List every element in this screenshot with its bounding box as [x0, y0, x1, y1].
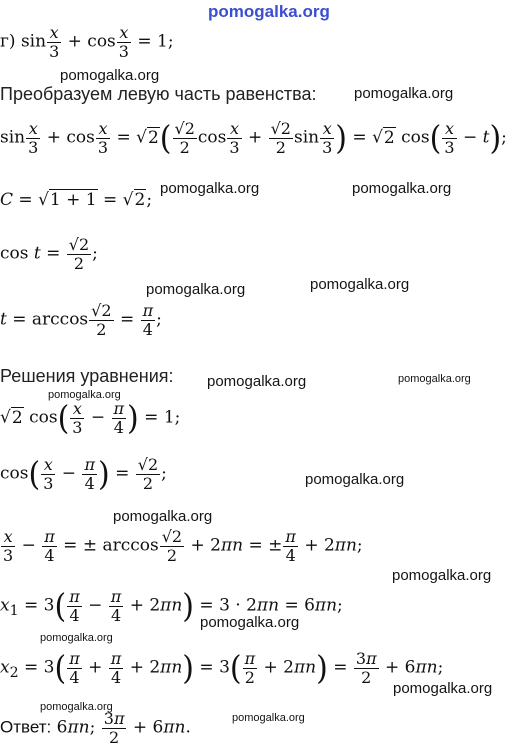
equation-solution-3: $\frac{x}{3}$ − $\frac{\pi}{4}$ = ± arccos $\frac{√2}{2}$ + 2πn = ± $\frac{\pi}{4}$ + 2πn;: [3, 527, 363, 565]
equation-solution-1: √2 cos( $\frac{x}{3}$ − $\frac{\pi}{4}$ ) = 1;: [0, 398, 181, 438]
watermark: pomogalka.org: [48, 389, 121, 401]
watermark: pomogalka.org: [200, 614, 300, 631]
heading-solutions: Решения уравнения:: [0, 366, 174, 386]
equation-solution-2: cos( $\frac{x}{3}$ − $\frac{\pi}{4}$ ) = $\frac{√2}{2}$ ;: [0, 454, 167, 494]
watermark: pomogalka.org: [352, 180, 452, 197]
watermark: pomogalka.org: [305, 471, 405, 488]
watermark: pomogalka.org: [207, 373, 307, 390]
watermark: pomogalka.org: [392, 567, 492, 584]
watermark: pomogalka.org: [40, 701, 113, 713]
watermark: pomogalka.org: [232, 712, 305, 724]
watermark: pomogalka.org: [393, 680, 493, 697]
heading-transform: Преобразуем левую часть равенства:: [0, 84, 317, 104]
equation-cos-t: cos t = $\frac{√2}{2}$ ;: [0, 235, 98, 273]
watermark: pomogalka.org: [40, 632, 113, 644]
equation-transform: sin $\frac{x}{3}$ + cos $\frac{x}{3}$ = √2( $\frac{√2}{2}$ cos $\frac{x}{3}$ + $\frac{√2}{2}$ sin $\frac{x}{3}$ ) = √2 cos( $\frac{x}{3}$ − t);: [0, 118, 507, 158]
equation-c: C = √1 + 1 = √2;: [0, 190, 153, 210]
equation-x2: $x_2 = 3$( $\frac{\pi}{4}$ + $\frac{\pi}{4}$ + 2πn) = 3( $\frac{\pi}{2}$ + 2πn) = $\frac{3\pi}{2}$ + 6πn;: [0, 648, 444, 688]
watermark: pomogalka.org: [354, 85, 454, 102]
answer-line: Ответ: 6πn; $\frac{3\pi}{2}$ + 6πn.: [0, 709, 191, 747]
watermark: pomogalka.org: [398, 373, 471, 385]
watermark: pomogalka.org: [113, 508, 213, 525]
equation-x1: $x_1 = 3$( $\frac{\pi}{4}$ − $\frac{\pi}{4}$ + 2πn) = 3 · 2πn = 6πn;: [0, 586, 343, 626]
watermark: pomogalka.org: [146, 281, 246, 298]
watermark: pomogalka.org: [160, 180, 260, 197]
watermark: pomogalka.org: [310, 276, 410, 293]
problem-statement: г) sin $\frac{x}{3}$ + cos $\frac{x}{3}$ = 1;: [0, 23, 174, 61]
equation-t: t = arccos $\frac{√2}{2}$ = $\frac{\pi}{4}$ ;: [0, 301, 162, 339]
watermark: pomogalka.org: [60, 67, 160, 84]
watermark-top: pomogalka.org: [208, 2, 330, 21]
answer-label: Ответ:: [0, 717, 52, 737]
item-label: г): [0, 31, 16, 52]
